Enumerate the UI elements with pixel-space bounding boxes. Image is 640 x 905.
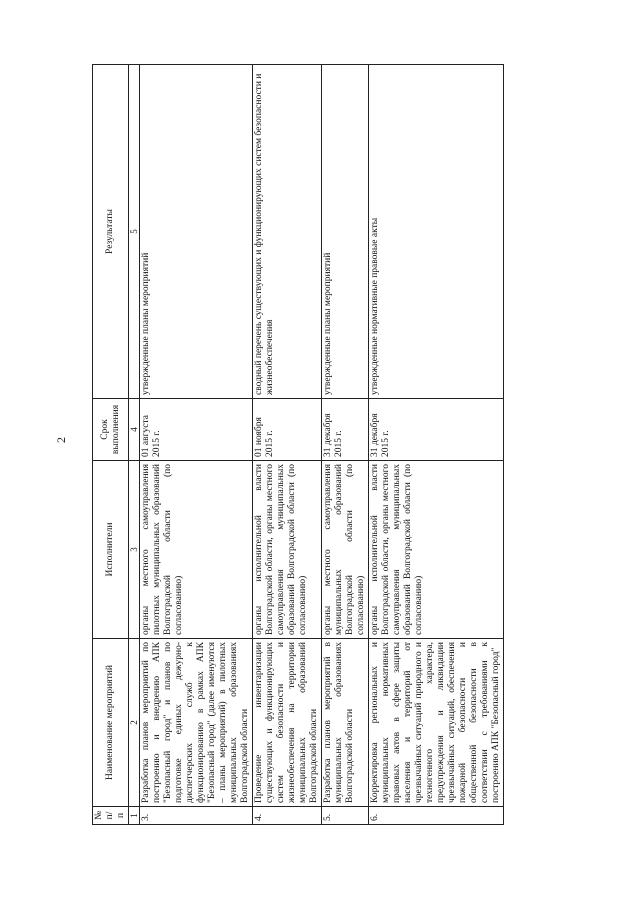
page-number: 2 [54, 437, 68, 443]
deadline: 01 августа 2015 г. [140, 399, 253, 461]
executors: органы местного самоуправления муниципальных образований Волгоградской области (по согласованию) [322, 461, 369, 639]
measures-table [92, 64, 504, 825]
column-number: 4 [129, 399, 140, 461]
rotated-content [50, 55, 530, 825]
header-row [93, 65, 129, 825]
row-number: 3. [140, 807, 253, 825]
table-row [253, 65, 322, 825]
measure-name: Корректировка региональных и муниципальных нормативных правовых актов в сфере защиты населения и территорий от чрезвычайных ситуаций природного и техногенного характера, предупреждения и ликвидации чрезвычайных ситуаций, обеспечения пожарной безопасности и общественной безопасности в соответствии с требованиями к построению АПК "Безопасный город" [369, 639, 504, 807]
result: утвержденные нормативные правовые акты [369, 65, 504, 399]
measure-name: Разработка планов мероприятий в муниципальных образованиях Волгоградской области [322, 639, 369, 807]
result: сводный перечень существующих и функционирующих систем безопасности и жизнеобеспечения [253, 65, 322, 399]
header-num: № п/п [93, 807, 129, 825]
deadline: 31 декабря 2015 г. [322, 399, 369, 461]
header-results: Результаты [93, 65, 129, 399]
column-number: 5 [129, 65, 140, 399]
result: утвержденные планы мероприятий [140, 65, 253, 399]
measure-name: Разработка планов мероприятий по построению и внедрению АПК "Безопасный город" и планов по подготовке единых дежурно-диспетчерских служб к функционированию в рамках АПК "Безопасный город" (далее именуются – планы мероприятий) в пилотных муниципальных образованиях Волгоградской области [140, 639, 253, 807]
table-row [369, 65, 504, 825]
table-row [322, 65, 369, 825]
table-row [140, 65, 253, 825]
column-number: 2 [129, 639, 140, 807]
header-name: Наименование мероприятий [93, 639, 129, 807]
row-number: 4. [253, 807, 322, 825]
row-number: 5. [322, 807, 369, 825]
header-executors: Исполнители [93, 461, 129, 639]
deadline: 31 декабря 2015 г. [369, 399, 504, 461]
measure-name: Проведение инвентаризации существующих и функционирующих систем безопасности и жизнеобеспечения на территории муниципальных образований Волгоградской области [253, 639, 322, 807]
column-number: 3 [129, 461, 140, 639]
column-number: 1 [129, 807, 140, 825]
header-deadline: Срок выполнения [93, 399, 129, 461]
executors: органы исполнительной власти Волгоградской области, органы местного самоуправления муниципальных образований Волгоградской области (по согласованию) [253, 461, 322, 639]
executors: органы исполнительной власти Волгоградской области, органы местного самоуправления муниципальных образований Волгоградской области (по согласованию) [369, 461, 504, 639]
deadline: 01 ноября 2015 г. [253, 399, 322, 461]
executors: органы местного самоуправления пилотных муниципальных образований Волгоградской области (по согласованию) [140, 461, 253, 639]
column-number-row [129, 65, 140, 825]
result: утвержденные планы мероприятий [322, 65, 369, 399]
row-number: 6. [369, 807, 504, 825]
